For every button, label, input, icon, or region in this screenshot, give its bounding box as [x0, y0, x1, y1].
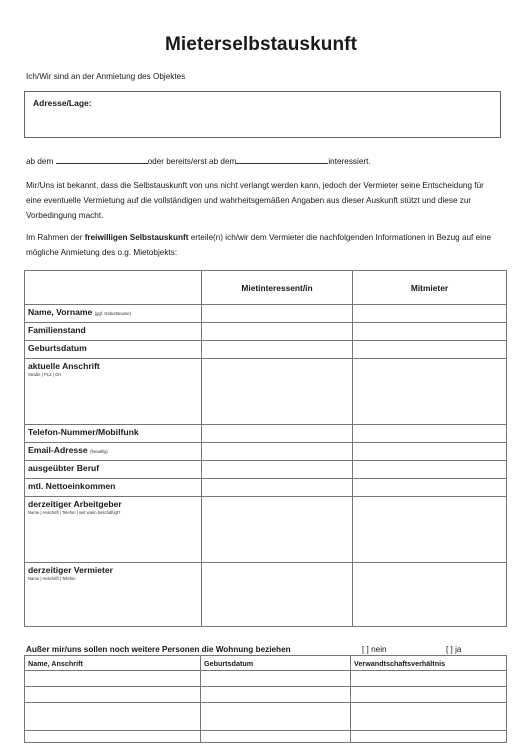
cotenant-input-cell[interactable] — [353, 305, 507, 323]
person-input-cell[interactable] — [351, 687, 507, 703]
date-suffix: interessiert. — [328, 157, 371, 166]
person-input-cell[interactable] — [25, 687, 201, 703]
applicant-input-cell[interactable] — [202, 305, 353, 323]
table-row — [25, 443, 507, 461]
row-label-cell — [25, 479, 202, 497]
applicant-input-cell[interactable] — [202, 341, 353, 359]
row-label: aktuelle Anschrift — [28, 361, 100, 371]
row-note: (freiwillig) — [90, 449, 108, 454]
date-line — [26, 155, 371, 166]
row-label-cell — [25, 461, 202, 479]
other-persons-no-checkbox[interactable]: [ ] nein — [362, 645, 387, 654]
consent-before: Im Rahmen der — [26, 233, 85, 242]
from-date-field[interactable] — [56, 155, 148, 164]
row-label-cell — [25, 563, 202, 627]
page-title: Mieterselbstauskunft — [164, 34, 358, 55]
row-label: Familienstand — [28, 325, 86, 335]
row-note: Name | Anschrift | Telefon | seit wann beschäftigt? — [28, 510, 121, 515]
address-field[interactable] — [24, 91, 501, 138]
row-label-cell — [25, 305, 202, 323]
person-input-cell[interactable] — [201, 687, 351, 703]
table-row — [25, 461, 507, 479]
table-row — [25, 671, 507, 687]
person-input-cell[interactable] — [201, 731, 351, 743]
row-label: Telefon-Nummer/Mobilfunk — [28, 427, 139, 437]
row-label-cell — [25, 323, 202, 341]
person-input-cell[interactable] — [201, 703, 351, 731]
cotenant-input-cell[interactable] — [353, 323, 507, 341]
row-label-cell — [25, 341, 202, 359]
cotenant-input-cell[interactable] — [353, 497, 507, 563]
row-label: derzeitiger Vermieter — [28, 565, 114, 575]
date-middle: oder bereits/erst ab dem — [147, 157, 237, 166]
row-label-cell — [25, 497, 202, 563]
person-input-cell[interactable] — [25, 731, 201, 743]
row-label: ausgeübter Beruf — [28, 463, 100, 473]
row-label-cell — [25, 425, 202, 443]
table-corner — [25, 271, 202, 305]
column-header-cotenant: Mitmieter — [353, 271, 507, 305]
table-row — [25, 563, 507, 627]
applicant-input-cell[interactable] — [202, 323, 353, 341]
person-input-cell[interactable] — [25, 703, 201, 731]
other-persons-table — [24, 655, 507, 743]
table-row — [25, 305, 507, 323]
table-row — [25, 323, 507, 341]
table-row — [25, 687, 507, 703]
persons-header-birthdate: Geburtsdatum — [201, 656, 351, 671]
row-label: Geburtsdatum — [28, 343, 87, 353]
table-row — [25, 359, 507, 425]
row-label-cell — [25, 443, 202, 461]
consent-after: erteile(n) ich/wir dem Vermieter die nachfolgenden Informationen in Bezug auf eine mögliche Anmietung des o.g. Mietobjekts: — [26, 233, 492, 257]
cotenant-input-cell[interactable] — [353, 443, 507, 461]
earliest-date-field[interactable] — [236, 155, 328, 164]
person-input-cell[interactable] — [351, 703, 507, 731]
applicant-input-cell[interactable] — [202, 497, 353, 563]
address-label: Adresse/Lage: — [33, 98, 92, 108]
table-row — [25, 425, 507, 443]
cotenant-input-cell[interactable] — [353, 359, 507, 425]
applicant-input-cell[interactable] — [202, 359, 353, 425]
cotenant-input-cell[interactable] — [353, 461, 507, 479]
applicant-input-cell[interactable] — [202, 563, 353, 627]
applicant-input-cell[interactable] — [202, 425, 353, 443]
person-input-cell[interactable] — [201, 671, 351, 687]
row-label: Name, Vorname — [28, 307, 93, 317]
intro-text: Ich/Wir sind an der Anmietung des Objektes — [26, 72, 186, 81]
cotenant-input-cell[interactable] — [353, 563, 507, 627]
consent-paragraph — [26, 230, 501, 260]
row-note: Name | Anschrift | Telefon — [28, 576, 76, 581]
cotenant-input-cell[interactable] — [353, 341, 507, 359]
applicant-input-cell[interactable] — [202, 479, 353, 497]
row-note: Straße | PLZ | Ort — [28, 372, 61, 377]
consent-bold: freiwilligen Selbstauskunft — [84, 233, 189, 242]
column-header-applicant: Mietinteressent/in — [202, 271, 353, 305]
table-row — [25, 497, 507, 563]
row-label-cell — [25, 359, 202, 425]
person-input-cell[interactable] — [351, 671, 507, 687]
row-label: Email-Adresse — [28, 445, 88, 455]
applicant-input-cell[interactable] — [202, 461, 353, 479]
table-row — [25, 703, 507, 731]
row-note: (ggf. Geburtsname) — [94, 311, 132, 316]
persons-header-name: Name, Anschrift — [25, 656, 201, 671]
person-input-cell[interactable] — [351, 731, 507, 743]
table-row — [25, 731, 507, 743]
cotenant-input-cell[interactable] — [353, 425, 507, 443]
row-label: mtl. Nettoeinkommen — [28, 481, 116, 491]
cotenant-input-cell[interactable] — [353, 479, 507, 497]
row-label: derzeitiger Arbeitgeber — [28, 499, 122, 509]
table-row — [25, 341, 507, 359]
date-prefix: ab dem — [26, 157, 54, 166]
person-input-cell[interactable] — [25, 671, 201, 687]
persons-header-relationship: Verwandtschaftsverhältnis — [351, 656, 507, 671]
other-persons-question: Außer mir/uns sollen noch weitere Personen die Wohnung beziehen — [26, 645, 291, 654]
other-persons-yes-checkbox[interactable]: [ ] ja — [446, 645, 462, 654]
disclaimer-paragraph: Mir/Uns ist bekannt, dass die Selbstauskunft von uns nicht verlangt werden kann, jedoch der Vermieter seine Entscheidung für eine eventuelle Vermietung auf die vollständigen und wahrheitsgemäßen Angaben aus dieser Auskunft stützt und diese zur Vorbedingung macht. — [26, 181, 484, 220]
table-row — [25, 479, 507, 497]
applicant-table — [24, 270, 507, 627]
applicant-input-cell[interactable] — [202, 443, 353, 461]
